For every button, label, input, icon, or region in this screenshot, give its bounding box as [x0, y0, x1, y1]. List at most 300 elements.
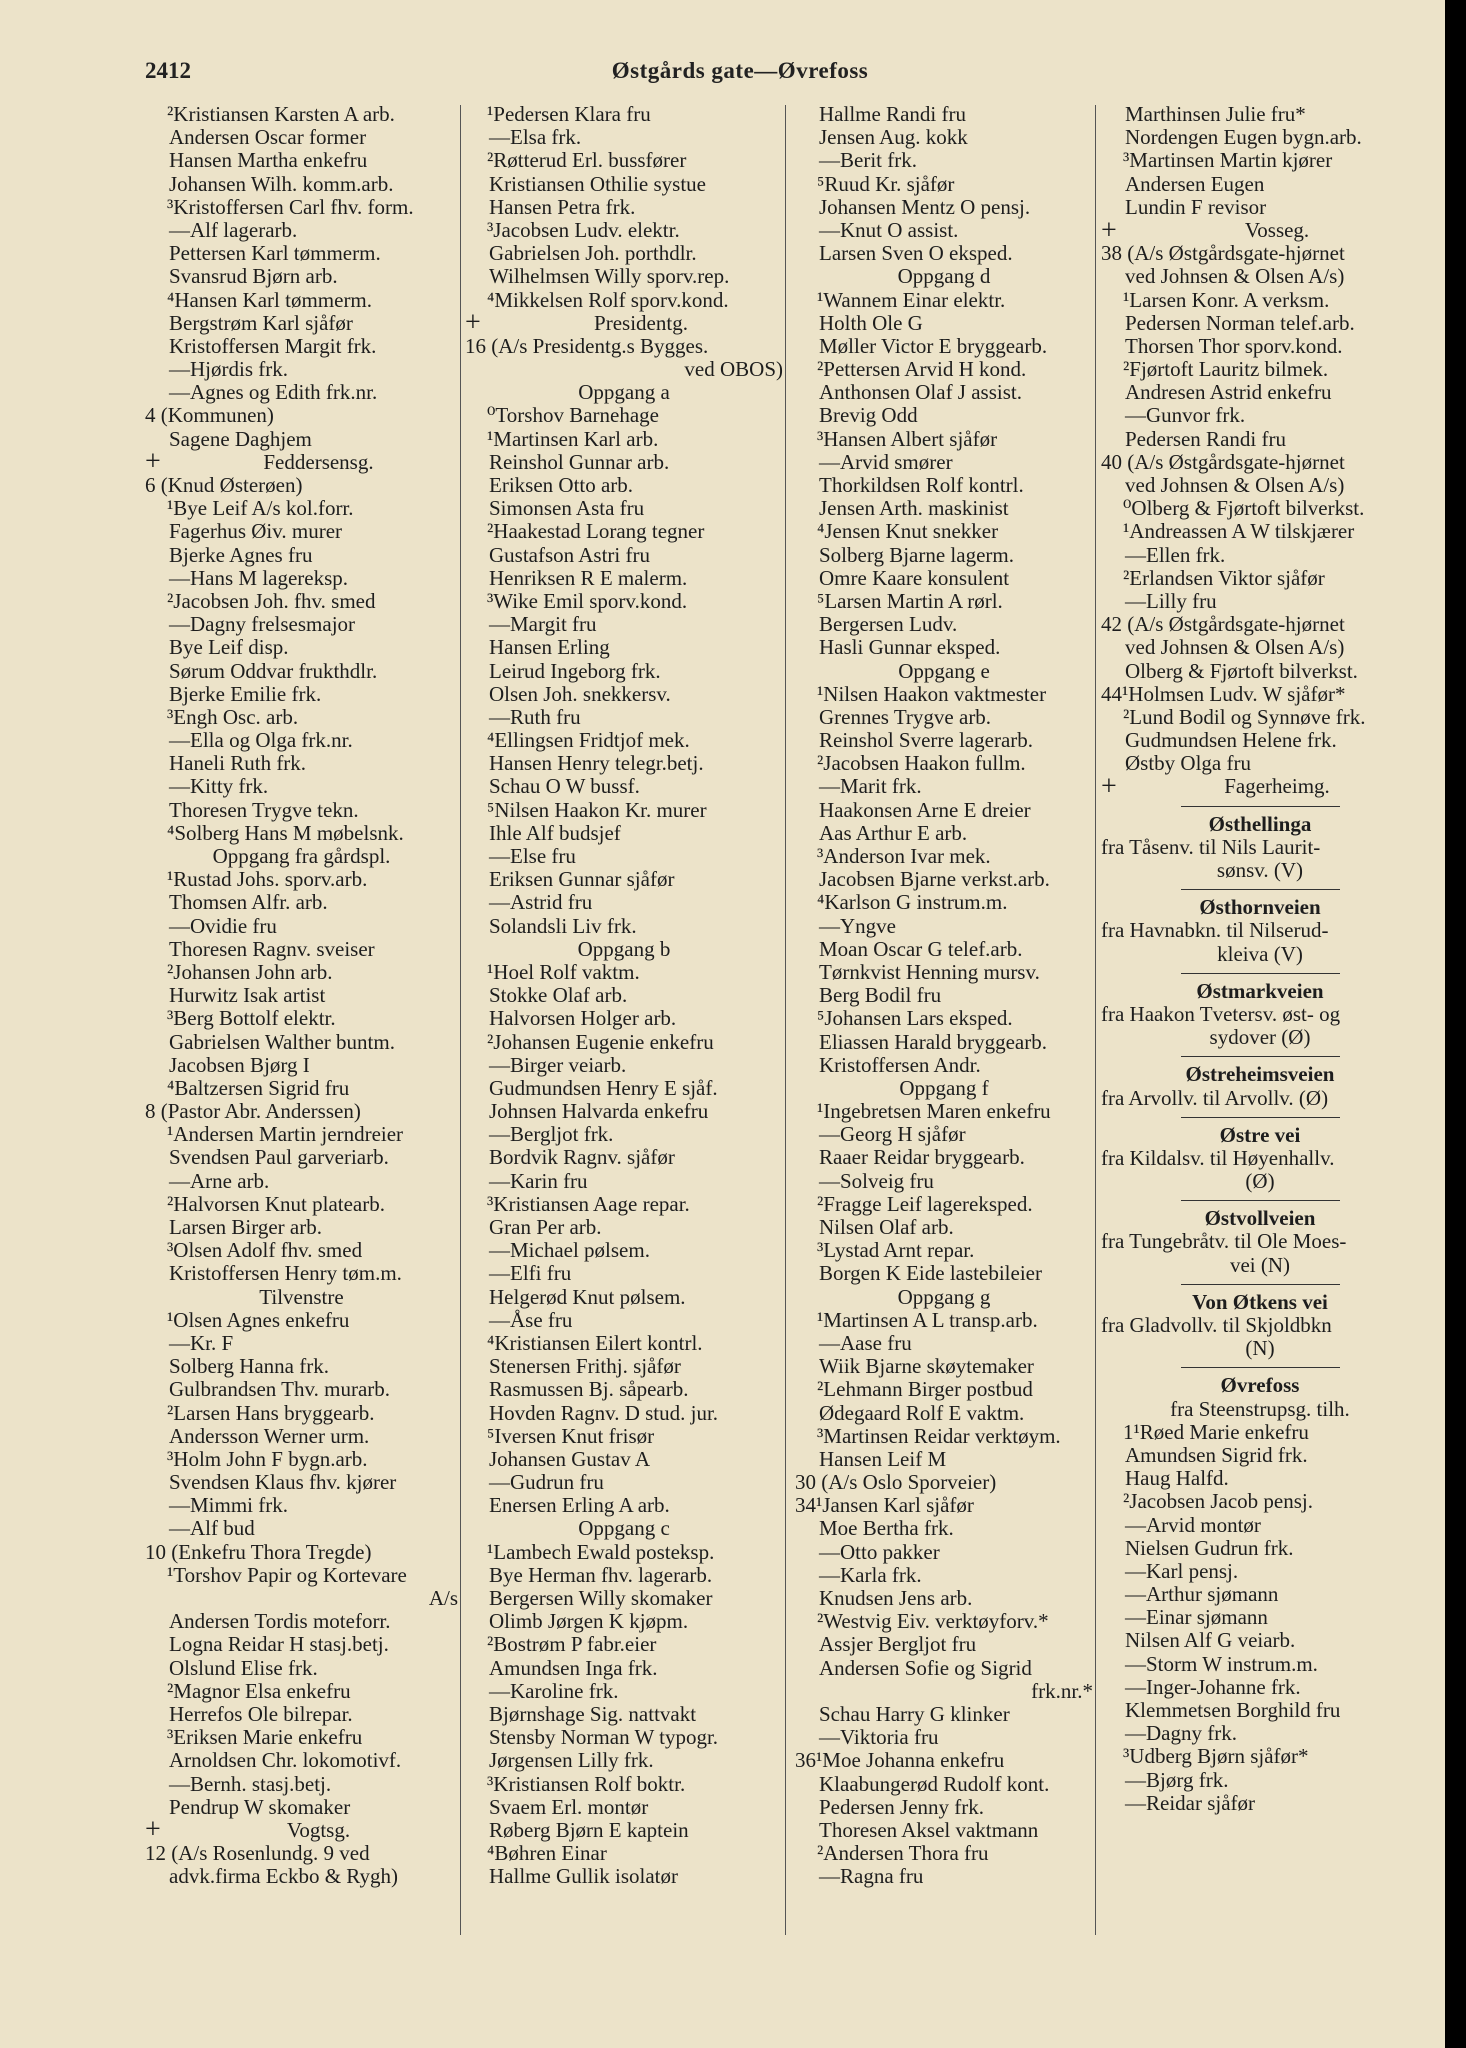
- resident-entry: —Reidar sjåfør: [1125, 1790, 1256, 1815]
- floor-entry: ²Johansen John arb.: [167, 959, 333, 984]
- floor-entry: ⁴Hansen Karl tømmerm.: [167, 287, 373, 312]
- centered-heading: Oppgang e: [898, 658, 990, 683]
- resident-entry: —Bernh. stasj.betj.: [169, 1771, 332, 1796]
- section-divider: [1101, 1049, 1419, 1063]
- resident-entry: Berg Bodil fru: [819, 983, 942, 1008]
- house-number-entry: 36¹Moe Johanna enkefru: [795, 1748, 1005, 1773]
- house-number-entry: fra Arvollv. til Arvollv. (Ø): [1101, 1085, 1329, 1110]
- resident-entry: ved Johnsen & Olsen A/s): [1125, 264, 1345, 289]
- resident-entry: Thorkildsen Rolf kontrl.: [819, 473, 1024, 497]
- floor-entry: ²Fragge Leif lagereksped.: [817, 1191, 1033, 1216]
- floor-entry: ³Olsen Adolf fhv. smed: [167, 1238, 363, 1263]
- section-divider: [1101, 1360, 1419, 1374]
- resident-entry: Stensby Norman W typogr.: [489, 1725, 719, 1750]
- resident-entry: Larsen Birger arb.: [169, 1215, 322, 1239]
- page-number: 2412: [145, 58, 191, 83]
- floor-entry: ²Røtterud Erl. bussfører: [487, 148, 687, 173]
- resident-entry: Møller Victor E bryggearb.: [819, 333, 1048, 358]
- resident-entry: —Karoline frk.: [489, 1678, 619, 1703]
- floor-entry: ²Pettersen Arvid H kond.: [817, 357, 1027, 382]
- column-divider: [785, 105, 786, 1935]
- resident-entry: Gudmundsen Henry E sjåf.: [489, 1075, 718, 1100]
- resident-entry: Solberg Bjarne lagerm.: [819, 542, 1014, 567]
- resident-entry: Gustafson Astri fru: [489, 542, 650, 567]
- house-number-entry: 6 (Knud Østerøen): [145, 473, 303, 497]
- resident-entry: —Ruth fru: [489, 704, 581, 729]
- resident-entry: Kristoffersen Andr.: [819, 1052, 981, 1077]
- resident-entry: Wilhelmsen Willy sporv.rep.: [489, 264, 730, 289]
- floor-entry: ¹Martinsen A L transp.arb.: [817, 1307, 1038, 1332]
- house-number-entry: fra Havnabkn. til Nilserud-: [1101, 918, 1329, 943]
- house-number-entry: 44¹Holmsen Ludv. W sjåfør*: [1101, 681, 1346, 706]
- resident-entry: Jacobsen Bjørg I: [169, 1052, 310, 1077]
- resident-entry: ved Johnsen & Olsen A/s): [1125, 635, 1345, 660]
- floor-entry: ²Jacobsen Haakon fullm.: [817, 751, 1026, 776]
- resident-entry: Gulbrandsen Thv. murarb.: [169, 1377, 391, 1402]
- resident-entry: Moan Oscar G telef.arb.: [819, 936, 1023, 961]
- resident-entry: Røberg Bjørn E kaptein: [489, 1817, 689, 1842]
- resident-entry: Gudmundsen Helene frk.: [1125, 728, 1337, 753]
- floor-entry: ³Martinsen Martin kjører: [1123, 148, 1333, 173]
- resident-entry: —Michael pølsem.: [489, 1238, 650, 1263]
- resident-entry: Gran Per arb.: [489, 1215, 602, 1239]
- resident-entry: Fagerhus Øiv. murer: [169, 519, 343, 544]
- floor-entry: ¹Rustad Johs. sporv.arb.: [167, 867, 368, 892]
- resident-entry: Haug Halfd.: [1125, 1466, 1229, 1491]
- floor-entry: ²Haakestad Lorang tegner: [487, 519, 705, 544]
- centered-heading: Oppgang g: [897, 1284, 991, 1309]
- floor-entry: ¹Andreassen A W tilskjærer: [1123, 519, 1355, 544]
- resident-entry: —Alf lagerarb.: [169, 217, 298, 242]
- resident-entry: —Dagny frk.: [1125, 1721, 1237, 1746]
- column-2: [465, 103, 783, 1888]
- floor-entry: ²Kristiansen Karsten A arb.: [167, 102, 395, 126]
- floor-entry: 1¹Røed Marie enkefru: [1123, 1419, 1309, 1444]
- resident-entry: Enersen Erling A arb.: [489, 1493, 670, 1518]
- resident-entry: —Arvid smører: [819, 449, 953, 474]
- resident-entry: Hasli Gunnar eksped.: [819, 635, 1001, 660]
- floor-entry: ¹Hoel Rolf vaktm.: [487, 959, 640, 984]
- resident-entry: Larsen Sven O eksped.: [819, 241, 1013, 266]
- resident-entry: Haakonsen Arne E dreier: [819, 797, 1031, 822]
- resident-entry: —Karin fru: [489, 1168, 588, 1193]
- resident-entry: Klemmetsen Borghild fru: [1125, 1698, 1341, 1722]
- resident-entry: Henriksen R E malerm.: [489, 565, 688, 590]
- resident-entry: —Åse fru: [489, 1307, 573, 1332]
- floor-entry: ²Magnor Elsa enkefru: [167, 1678, 351, 1703]
- resident-entry: Pettersen Karl tømmerm.: [169, 241, 381, 266]
- resident-entry: Wiik Bjarne skøytemaker: [819, 1354, 1034, 1379]
- floor-entry: ¹Lambech Ewald posteksp.: [487, 1539, 715, 1564]
- street-heading: Øvrefoss: [1220, 1373, 1300, 1398]
- floor-entry: ²Larsen Hans bryggearb.: [167, 1400, 375, 1425]
- centered-heading: sønsv. (V): [1216, 858, 1304, 882]
- floor-entry: ²Andersen Thora fru: [817, 1841, 989, 1866]
- floor-entry: ⁵Ruud Kr. sjåfør: [817, 171, 955, 196]
- cross-street: [1101, 214, 1419, 246]
- resident-entry: Eriksen Otto arb.: [489, 473, 634, 497]
- floor-entry: ⁴Mikkelsen Rolf sporv.kond.: [487, 287, 729, 312]
- cross-street: [145, 446, 458, 478]
- resident-entry: —Mimmi frk.: [169, 1493, 288, 1518]
- cross-street: [145, 1814, 458, 1846]
- resident-entry: —Else fru: [489, 844, 576, 868]
- floor-entry: ³Hansen Albert sjåfør: [817, 426, 998, 451]
- resident-entry: Nordengen Eugen bygn.arb.: [1125, 125, 1362, 150]
- floor-entry: ²Lund Bodil og Synnøve frk.: [1123, 704, 1366, 729]
- section-divider: [1101, 1110, 1419, 1124]
- floor-entry: ⁵Iversen Knut frisør: [487, 1423, 655, 1448]
- page-header: [145, 58, 1335, 92]
- resident-entry: Reinshol Gunnar arb.: [489, 449, 670, 474]
- street-heading: Østvollveien: [1204, 1206, 1316, 1231]
- street-heading: Østhornveien: [1199, 895, 1321, 920]
- resident-entry: Marthinsen Julie fru*: [1125, 102, 1306, 126]
- resident-entry: —Bjørg frk.: [1125, 1767, 1229, 1792]
- resident-entry: Bergersen Willy skomaker: [489, 1586, 713, 1610]
- resident-entry: Gabrielsen Joh. porthdlr.: [489, 241, 697, 266]
- centered-heading: Oppgang a: [578, 380, 670, 405]
- cross-mark-icon: +: [1101, 214, 1117, 246]
- centered-heading: (Ø): [1245, 1169, 1275, 1194]
- centered-heading: Tilvenstre: [259, 1284, 344, 1309]
- house-number-entry: 30 (A/s Oslo Sporveier): [795, 1470, 997, 1495]
- resident-entry: Gabrielsen Walther buntm.: [169, 1029, 395, 1054]
- resident-entry: —Otto pakker: [819, 1539, 940, 1564]
- floor-entry: ¹Wannem Einar elektr.: [817, 287, 1006, 312]
- house-number-entry: 12 (A/s Rosenlundg. 9 ved: [145, 1841, 370, 1866]
- resident-entry: Hurwitz Isak artist: [169, 983, 326, 1008]
- floor-entry: ³Udberg Bjørn sjåfør*: [1123, 1744, 1309, 1769]
- cross-street-name: Fagerheimg.: [1224, 774, 1330, 799]
- floor-entry: ³Lystad Arnt repar.: [817, 1238, 975, 1263]
- resident-entry: —Solveig fru: [819, 1168, 934, 1193]
- resident-entry: Olslund Elise frk.: [169, 1655, 318, 1680]
- street-heading: Von Øtkens vei: [1192, 1289, 1328, 1314]
- house-number-entry: 38 (A/s Østgårdsgate-hjørnet: [1101, 241, 1345, 266]
- resident-entry: Simonsen Asta fru: [489, 496, 645, 521]
- resident-entry: Nilsen Olaf arb.: [819, 1215, 954, 1239]
- section-divider: [1101, 1193, 1419, 1207]
- resident-entry: Hallme Randi fru: [819, 102, 966, 126]
- centered-heading: sydover (Ø): [1209, 1025, 1311, 1050]
- floor-entry: ⁵Nilsen Haakon Kr. murer: [487, 797, 707, 822]
- resident-entry: —Karl pensj.: [1125, 1558, 1239, 1583]
- resident-entry: Hansen Petra frk.: [489, 194, 636, 219]
- floor-entry: ⁵Larsen Martin A rørl.: [817, 588, 1003, 613]
- floor-entry: ¹Martinsen Karl arb.: [487, 426, 659, 451]
- continuation-line: ved OBOS): [684, 357, 783, 382]
- floor-entry: ²Erlandsen Viktor sjåfør: [1123, 565, 1325, 590]
- resident-entry: Grennes Trygve arb.: [819, 704, 992, 729]
- resident-entry: Bjørnshage Sig. nattvakt: [489, 1701, 697, 1726]
- resident-entry: Eriksen Gunnar sjåfør: [489, 867, 675, 892]
- resident-entry: Pedersen Norman telef.arb.: [1125, 310, 1355, 335]
- resident-entry: Svendsen Klaus fhv. kjører: [169, 1470, 397, 1495]
- cross-street-name: Feddersensg.: [263, 449, 374, 474]
- resident-entry: —Agnes og Edith frk.nr.: [169, 380, 378, 405]
- house-number-entry: 42 (A/s Østgårdsgate-hjørnet: [1101, 612, 1345, 637]
- floor-entry: ³Holm John F bygn.arb.: [167, 1446, 368, 1471]
- house-number-entry: 8 (Pastor Abr. Anderssen): [145, 1099, 361, 1124]
- resident-entry: Anthonsen Olaf J assist.: [819, 380, 1022, 405]
- resident-entry: Amundsen Inga frk.: [489, 1655, 658, 1680]
- resident-entry: Rasmussen Bj. såpearb.: [489, 1377, 689, 1402]
- house-number-entry: 40 (A/s Østgårdsgate-hjørnet: [1101, 449, 1345, 474]
- resident-entry: —Marit frk.: [819, 774, 922, 799]
- centered-heading: Oppgang f: [899, 1075, 989, 1100]
- house-number-entry: fra Kildalsv. til Høyenhallv.: [1101, 1145, 1335, 1170]
- resident-entry: —Kr. F: [169, 1330, 234, 1355]
- resident-entry: Johansen Gustav A: [489, 1446, 650, 1471]
- resident-entry: —Knut O assist.: [819, 217, 959, 242]
- resident-entry: —Astrid fru: [489, 890, 593, 915]
- resident-entry: Kristoffersen Henry tøm.m.: [169, 1261, 402, 1286]
- resident-entry: —Karla frk.: [819, 1562, 922, 1587]
- resident-entry: Svendsen Paul garveriarb.: [169, 1145, 389, 1170]
- resident-entry: —Hjørdis frk.: [169, 357, 288, 382]
- resident-entry: Bjerke Emilie frk.: [169, 681, 322, 706]
- resident-entry: Thoresen Ragnv. sveiser: [169, 936, 375, 961]
- resident-entry: —Alf bud: [169, 1516, 255, 1541]
- resident-entry: Johansen Mentz O pensj.: [819, 194, 1031, 219]
- cross-street: [465, 307, 783, 339]
- floor-entry: ²Lehmann Birger postbud: [817, 1377, 1033, 1402]
- resident-entry: Leirud Ingeborg frk.: [489, 658, 661, 683]
- resident-entry: Bye Herman fhv. lagerarb.: [489, 1562, 713, 1587]
- resident-entry: Raaer Reidar bryggearb.: [819, 1145, 1025, 1170]
- resident-entry: Thorsen Thor sporv.kond.: [1125, 333, 1343, 358]
- resident-entry: —Hans M lagereksp.: [169, 565, 349, 590]
- resident-entry: Logna Reidar H stasj.betj.: [169, 1632, 389, 1657]
- floor-entry: ¹Bye Leif A/s kol.forr.: [167, 496, 354, 521]
- floor-entry: ²Westvig Eiv. verktøyforv.*: [817, 1609, 1049, 1634]
- resident-entry: Moe Bertha frk.: [819, 1516, 954, 1541]
- resident-entry: —Storm W instrum.m.: [1125, 1651, 1318, 1676]
- resident-entry: —Arne arb.: [169, 1168, 270, 1193]
- resident-entry: Olsen Joh. snekkersv.: [489, 681, 671, 706]
- cross-mark-icon: +: [145, 1814, 161, 1846]
- resident-entry: Borgen K Eide lastebileier: [819, 1261, 1042, 1286]
- resident-entry: Schau O W bussf.: [489, 774, 640, 799]
- resident-entry: Jørgensen Lilly frk.: [489, 1748, 654, 1773]
- floor-entry: ³Kristiansen Rolf boktr.: [487, 1771, 686, 1796]
- resident-entry: Klaabungerød Rudolf kont.: [819, 1771, 1050, 1796]
- resident-entry: Hansen Martha enkefru: [169, 148, 368, 173]
- resident-entry: —Elsa frk.: [489, 125, 582, 150]
- resident-entry: Stenersen Frithj. sjåfør: [489, 1354, 681, 1379]
- resident-entry: Johnsen Halvarda enkefru: [489, 1099, 709, 1124]
- floor-entry: ³Kristiansen Aage repar.: [487, 1191, 690, 1216]
- centered-heading: vei (N): [1229, 1252, 1291, 1277]
- resident-entry: Ødegaard Rolf E vaktm.: [819, 1400, 1025, 1425]
- resident-entry: —Einar sjømann: [1125, 1605, 1268, 1630]
- house-number-entry: fra Gladvollv. til Skjoldbkn: [1101, 1313, 1332, 1337]
- resident-entry: Assjer Bergljot fru: [819, 1632, 977, 1657]
- floor-entry: ⁰Torshov Barnehage: [487, 403, 659, 428]
- resident-entry: —Aase fru: [819, 1330, 912, 1355]
- continuation-line: frk.nr.*: [1031, 1678, 1093, 1703]
- cross-street-name: Vogtsg.: [286, 1817, 351, 1842]
- resident-entry: Andersen Tordis moteforr.: [169, 1609, 391, 1634]
- floor-entry: ⁴Karlson G instrum.m.: [817, 890, 1008, 915]
- floor-entry: ¹Pedersen Klara fru: [487, 102, 651, 126]
- resident-entry: Lundin F revisor: [1125, 194, 1267, 219]
- column-divider: [460, 105, 461, 1935]
- resident-entry: Kristiansen Othilie systue: [489, 171, 706, 196]
- resident-entry: Svaem Erl. montør: [489, 1794, 649, 1819]
- floor-entry: ²Bostrøm P fabr.eier: [487, 1632, 657, 1657]
- column-4: [1101, 103, 1419, 1815]
- resident-entry: Helgerød Knut pølsem.: [489, 1284, 686, 1309]
- floor-entry: ³Martinsen Reidar verktøym.: [817, 1423, 1061, 1448]
- cross-street-name: Vosseg.: [1244, 217, 1310, 242]
- cross-mark-icon: +: [145, 446, 161, 478]
- house-number-entry: 34¹Jansen Karl sjåfør: [795, 1493, 974, 1518]
- house-number-entry: fra Haakon Tvetersv. øst- og: [1101, 1001, 1341, 1026]
- resident-entry: Hansen Henry telegr.betj.: [489, 751, 704, 776]
- page-title: Østgårds gate—Øvrefoss: [611, 58, 869, 83]
- resident-entry: —Gudrun fru: [489, 1470, 604, 1495]
- floor-entry: ²Fjørtoft Lauritz bilmek.: [1123, 357, 1329, 382]
- floor-entry: ⁰Olberg & Fjørtoft bilverkst.: [1123, 496, 1365, 521]
- resident-entry: Bye Leif disp.: [169, 635, 289, 660]
- floor-entry: ¹Olsen Agnes enkefru: [167, 1307, 350, 1332]
- resident-entry: Omre Kaare konsulent: [819, 565, 1010, 590]
- resident-entry: Reinshol Sverre lagerarb.: [819, 728, 1034, 753]
- resident-entry: Jensen Aug. kokk: [819, 125, 968, 150]
- floor-entry: ²Johansen Eugenie enkefru: [487, 1029, 714, 1054]
- resident-entry: Andresen Astrid enkefru: [1125, 380, 1332, 405]
- resident-entry: Svansrud Bjørn arb.: [169, 264, 338, 289]
- section-divider: [1101, 799, 1419, 813]
- resident-entry: —Ella og Olga frk.nr.: [169, 728, 353, 753]
- floor-entry: ³Wike Emil sporv.kond.: [487, 588, 688, 613]
- floor-entry: ⁴Baltzersen Sigrid fru: [167, 1075, 350, 1100]
- section-divider: [1101, 1277, 1419, 1291]
- resident-entry: —Ragna fru: [819, 1864, 924, 1889]
- floor-entry: ¹Torshov Papir og Kortevare: [167, 1562, 407, 1587]
- floor-entry: ²Jacobsen Joh. fhv. smed: [167, 588, 376, 613]
- resident-entry: Olberg & Fjørtoft bilverkst.: [1125, 658, 1358, 683]
- resident-entry: Johansen Wilh. komm.arb.: [169, 171, 394, 196]
- resident-entry: Tørnkvist Henning mursv.: [819, 959, 1040, 984]
- house-number-entry: fra Tåsenv. til Nils Laurit-: [1101, 834, 1321, 859]
- resident-entry: Andersen Eugen: [1125, 171, 1265, 196]
- floor-entry: ³Kristoffersen Carl fhv. form.: [167, 194, 414, 219]
- centered-heading: Oppgang d: [897, 264, 991, 289]
- resident-entry: ved Johnsen & Olsen A/s): [1125, 473, 1345, 497]
- street-heading: Østreheimsveien: [1185, 1062, 1335, 1087]
- centered-heading: kleiva (V): [1217, 941, 1303, 966]
- resident-entry: Bordvik Ragnv. sjåfør: [489, 1145, 675, 1170]
- column-1: [145, 103, 458, 1888]
- resident-entry: Andersen Oscar former: [169, 125, 367, 150]
- resident-entry: Knudsen Jens arb.: [819, 1586, 973, 1610]
- cross-mark-icon: +: [465, 307, 481, 339]
- resident-entry: Hansen Erling: [489, 635, 610, 660]
- column-3: [795, 103, 1093, 1888]
- resident-entry: Olimb Jørgen K kjøpm.: [489, 1609, 689, 1634]
- resident-entry: —Lilly fru: [1125, 588, 1217, 613]
- resident-entry: Hansen Leif M: [819, 1446, 947, 1471]
- resident-entry: Bergstrøm Karl sjåfør: [169, 310, 353, 335]
- resident-entry: —Inger-Johanne frk.: [1125, 1674, 1301, 1699]
- column-divider: [1095, 105, 1096, 1935]
- continuation-line: A/s: [428, 1586, 458, 1610]
- house-number-entry: 16 (A/s Presidentg.s Bygges.: [465, 333, 709, 358]
- resident-entry: —Ellen frk.: [1125, 542, 1226, 567]
- resident-entry: Thoresen Trygve tekn.: [169, 797, 359, 822]
- floor-entry: ³Jacobsen Ludv. elektr.: [487, 217, 680, 242]
- resident-entry: Hovden Ragnv. D stud. jur.: [489, 1400, 719, 1425]
- resident-entry: Halvorsen Holger arb.: [489, 1006, 677, 1031]
- resident-entry: Thoresen Aksel vaktmann: [819, 1817, 1039, 1842]
- street-heading: Østhellinga: [1208, 811, 1312, 836]
- resident-entry: Arnoldsen Chr. lokomotivf.: [169, 1748, 402, 1773]
- resident-entry: Kristoffersen Margit frk.: [169, 333, 377, 358]
- floor-entry: ⁴Jensen Knut snekker: [817, 519, 999, 544]
- floor-entry: ³Anderson Ivar mek.: [817, 844, 991, 868]
- resident-entry: Pendrup W skomaker: [169, 1794, 351, 1819]
- floor-entry: ⁴Solberg Hans M møbelsnk.: [167, 820, 404, 845]
- street-heading: Østmarkveien: [1196, 978, 1324, 1003]
- resident-entry: Schau Harry G klinker: [819, 1701, 1010, 1726]
- floor-entry: ²Halvorsen Knut platearb.: [167, 1191, 385, 1216]
- resident-entry: —Margit fru: [489, 612, 597, 637]
- centered-heading: Oppgang c: [578, 1516, 670, 1541]
- resident-entry: Bjerke Agnes fru: [169, 542, 313, 567]
- house-number-entry: 4 (Kommunen): [145, 403, 274, 428]
- house-number-entry: fra Tungebråtv. til Ole Moes-: [1101, 1229, 1347, 1254]
- resident-entry: —Georg H sjåfør: [819, 1122, 966, 1147]
- floor-entry: ¹Ingebretsen Maren enkefru: [817, 1099, 1051, 1124]
- resident-entry: Herrefos Ole bilrepar.: [169, 1701, 353, 1726]
- house-number-entry: 10 (Enkefru Thora Tregde): [145, 1539, 372, 1564]
- resident-entry: Thomsen Alfr. arb.: [169, 890, 328, 915]
- resident-entry: —Birger veiarb.: [489, 1052, 627, 1077]
- resident-entry: Amundsen Sigrid frk.: [1125, 1442, 1308, 1467]
- resident-entry: Haneli Ruth frk.: [169, 751, 307, 776]
- centered-heading: Oppgang fra gårdspl.: [212, 844, 391, 868]
- resident-entry: —Arthur sjømann: [1125, 1582, 1279, 1607]
- resident-entry: Jensen Arth. maskinist: [819, 496, 1009, 521]
- resident-entry: —Elfi fru: [489, 1261, 572, 1286]
- section-divider: [1101, 882, 1419, 896]
- floor-entry: ⁵Johansen Lars eksped.: [817, 1006, 1013, 1031]
- resident-entry: —Dagny frelsesmajor: [169, 612, 356, 637]
- floor-entry: ³Eriksen Marie enkefru: [167, 1725, 363, 1750]
- floor-entry: ¹Andersen Martin jerndreier: [167, 1122, 404, 1147]
- resident-entry: —Gunvor frk.: [1125, 403, 1246, 428]
- resident-entry: —Berit frk.: [819, 148, 917, 173]
- floor-entry: ³Berg Bottolf elektr.: [167, 1006, 336, 1031]
- resident-entry: Jacobsen Bjarne verkst.arb.: [819, 867, 1050, 892]
- resident-entry: Solberg Hanna frk.: [169, 1354, 329, 1379]
- centered-heading: fra Steenstrupsg. tilh.: [1170, 1396, 1350, 1421]
- resident-entry: Andersson Werner urm.: [169, 1423, 370, 1448]
- resident-entry: advk.firma Eckbo & Rygh): [169, 1864, 398, 1889]
- resident-entry: Brevig Odd: [819, 403, 918, 428]
- resident-entry: —Bergljot frk.: [489, 1122, 614, 1147]
- resident-entry: Solandsli Liv frk.: [489, 913, 637, 938]
- cross-street-name: Presidentg.: [594, 310, 688, 335]
- resident-entry: Stokke Olaf arb.: [489, 983, 628, 1008]
- resident-entry: Nielsen Gudrun frk.: [1125, 1535, 1294, 1560]
- floor-entry: ⁴Ellingsen Fridtjof mek.: [487, 728, 690, 753]
- resident-entry: —Ovidie fru: [169, 913, 277, 938]
- cross-mark-icon: +: [1101, 771, 1117, 803]
